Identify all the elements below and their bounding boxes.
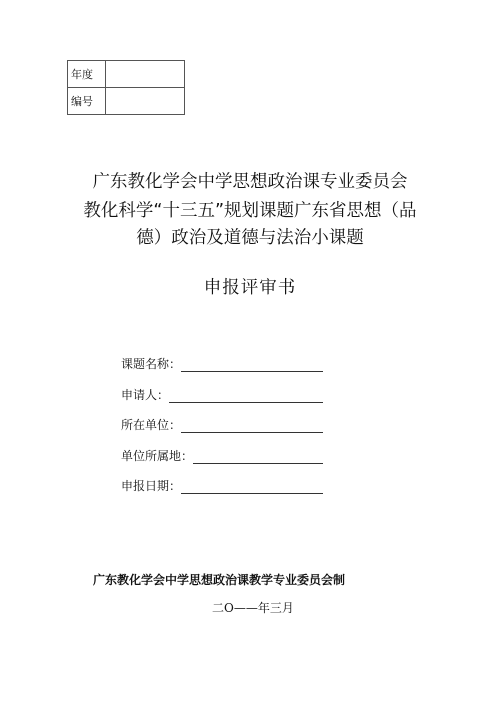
year-field[interactable] bbox=[106, 61, 185, 88]
field-label: 单位所属地： bbox=[121, 448, 194, 463]
title-line-3: 德）政治及道德与法治小课题 bbox=[136, 228, 364, 248]
issuing-organization: 广东教化学会中学思想政治课教学专业委员会制 bbox=[93, 573, 346, 587]
document-subtitle: 申报评审书 bbox=[203, 278, 297, 298]
year-label: 年度 bbox=[68, 61, 106, 88]
unit-input[interactable] bbox=[181, 420, 323, 433]
field-unit-location bbox=[121, 446, 323, 464]
number-label: 编号 bbox=[68, 88, 106, 115]
issue-date: 二O——年三月 bbox=[212, 601, 294, 615]
field-label: 申报日期： bbox=[121, 479, 182, 493]
field-apply-date bbox=[121, 476, 323, 494]
field-label: 申请人： bbox=[121, 387, 170, 402]
apply-date-input[interactable] bbox=[181, 481, 323, 494]
form-fields bbox=[121, 354, 323, 507]
field-unit bbox=[121, 415, 323, 433]
title-line-1: 广东教化学会中学思想政治课专业委员会 bbox=[92, 172, 408, 192]
title-line-2: 教化科学“十三五”规划课题广东省思想（品 bbox=[83, 201, 417, 221]
field-applicant bbox=[121, 385, 323, 403]
field-label: 所在单位： bbox=[121, 418, 182, 432]
field-project-name bbox=[121, 354, 323, 372]
applicant-input[interactable] bbox=[169, 390, 323, 403]
project-name-input[interactable] bbox=[181, 359, 323, 372]
unit-location-input[interactable] bbox=[193, 451, 323, 464]
field-label: 课题名称： bbox=[121, 357, 182, 371]
meta-table bbox=[67, 60, 185, 115]
number-field[interactable] bbox=[106, 88, 185, 115]
